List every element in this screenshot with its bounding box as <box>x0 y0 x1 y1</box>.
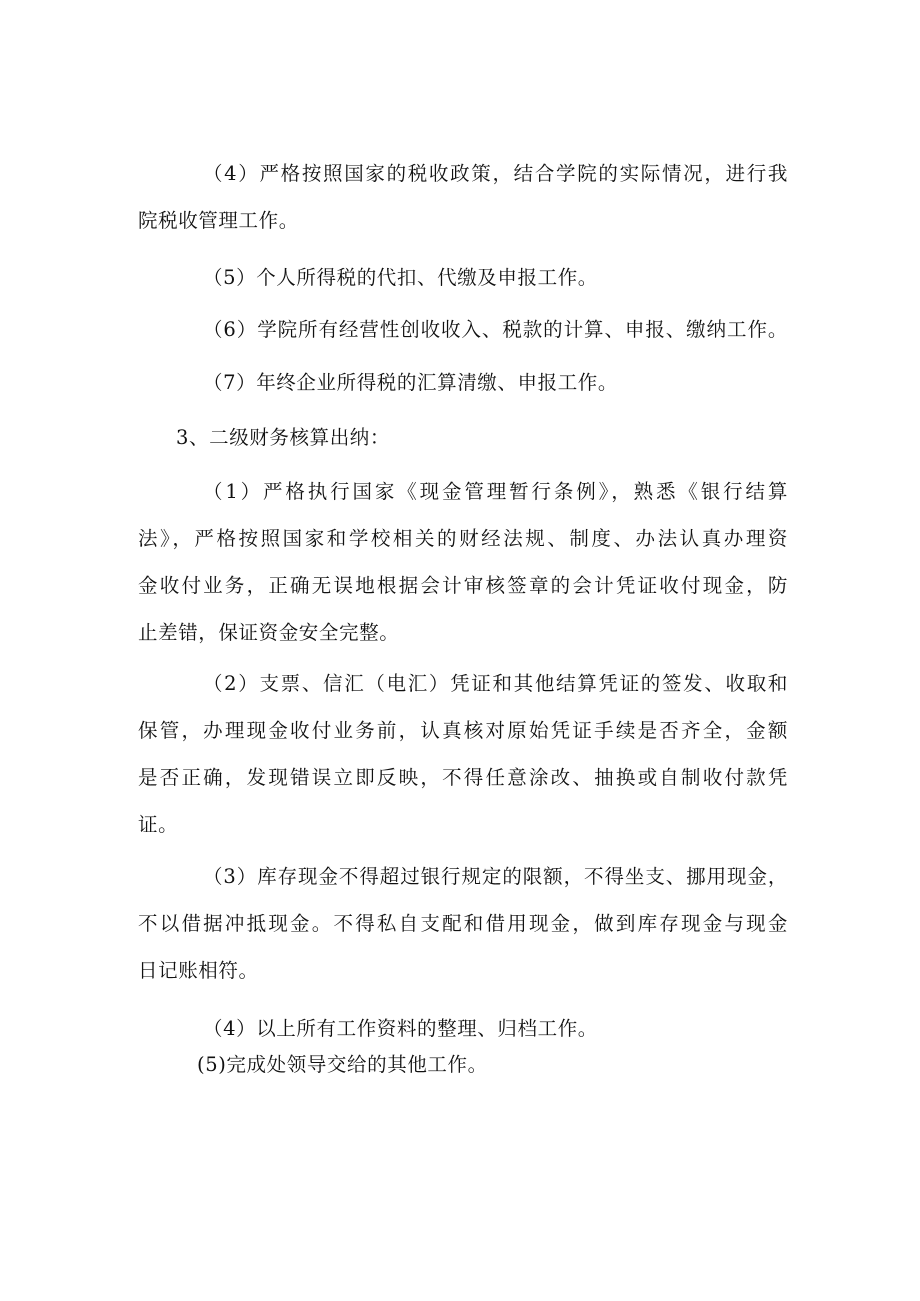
text-line: (5)完成处领导交给的其他工作。 <box>197 1053 488 1076</box>
text-line: （3）库存现金不得超过银行规定的限额，不得坐支、挪用现金， <box>203 865 788 888</box>
text-line: （4）以上所有工作资料的整理、归档工作。 <box>203 1017 598 1040</box>
text-line: 证。 <box>138 813 179 836</box>
text-line: （7）年终企业所得税的汇算清缴、申报工作。 <box>203 371 619 394</box>
text-line: 保管，办理现金收付业务前，认真核对原始凭证手续是否齐全，金额 <box>138 719 788 742</box>
text-line: 不以借据冲抵现金。不得私自支配和借用现金，做到库存现金与现金 <box>138 912 788 935</box>
text-line: 日记账相符。 <box>138 959 259 982</box>
text-line: （1）严格执行国家《现金管理暂行条例》，熟悉《银行结算 <box>203 480 788 503</box>
text-line: 是否正确，发现错误立即反映，不得任意涂改、抽换或自制收付款凭 <box>138 766 788 789</box>
text-line: 金收付业务，正确无误地根据会计审核签章的会计凭证收付现金，防 <box>138 574 788 597</box>
text-line: 止差错，保证资金安全完整。 <box>138 621 400 644</box>
text-line: 院税收管理工作。 <box>138 209 299 232</box>
text-line: （5）个人所得税的代扣、代缴及申报工作。 <box>203 266 598 289</box>
text-line: （6）学院所有经营性创收收入、税款的计算、申报、缴纳工作。 <box>203 318 788 341</box>
text-line: （2）支票、信汇（电汇）凭证和其他结算凭证的签发、收取和 <box>203 672 788 695</box>
section-heading: 3、二级财务核算出纳： <box>176 426 391 449</box>
text-line: （4）严格按照国家的税收政策，结合学院的实际情况，进行我 <box>203 162 788 185</box>
text-line: 法》，严格按照国家和学校相关的财经法规、制度、办法认真办理资 <box>138 527 788 550</box>
